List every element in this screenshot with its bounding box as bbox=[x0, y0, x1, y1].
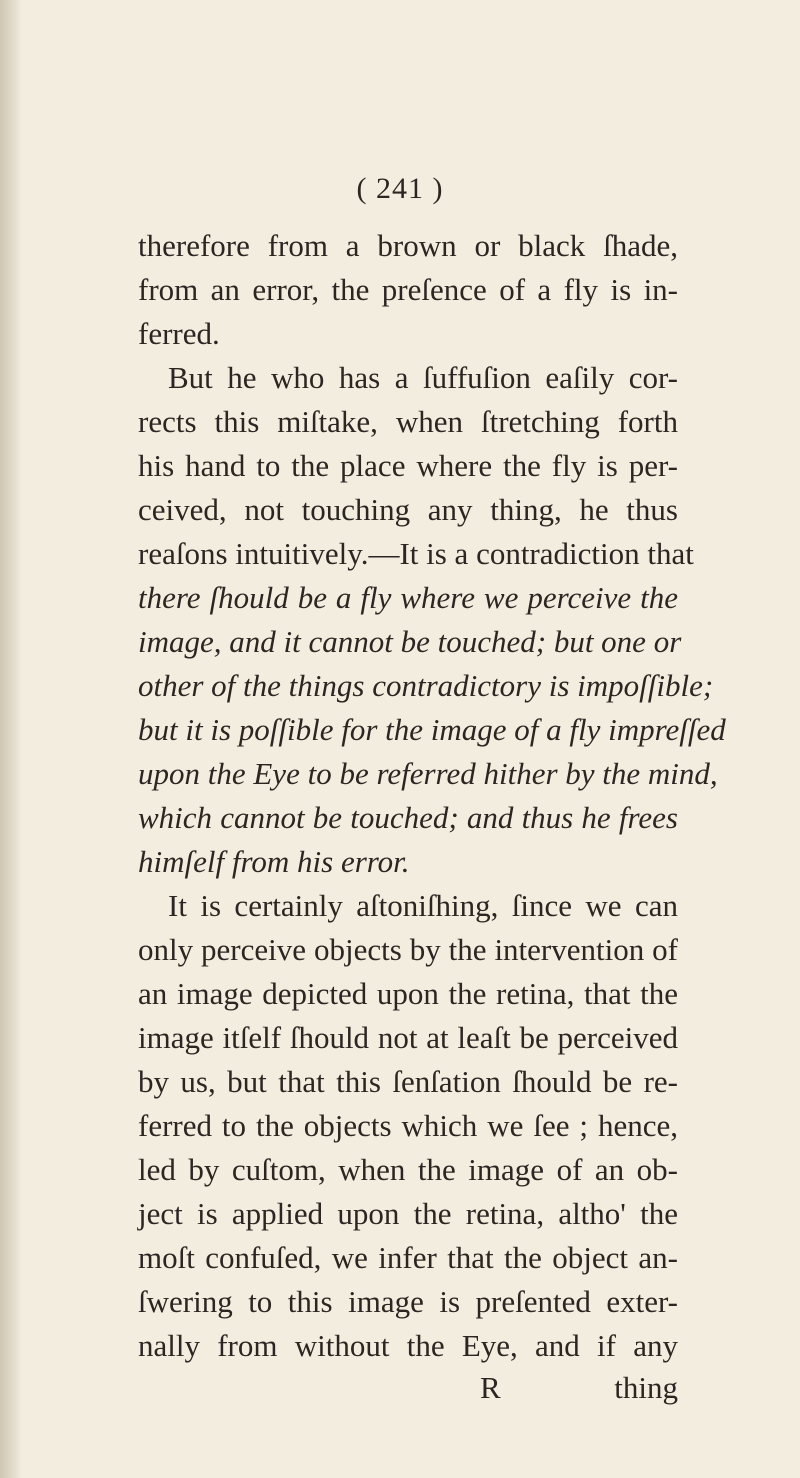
text-line: therefore from a brown or black ſhade, bbox=[138, 228, 678, 263]
page-number: ( 241 ) bbox=[356, 172, 444, 205]
text-line: It is certainly aſtoniſhing, ſince we can bbox=[168, 888, 678, 923]
text-line: rects this miſtake, when ſtretching forth bbox=[138, 404, 678, 439]
page-footer bbox=[138, 1366, 678, 1410]
text-line: moſt confuſed, we infer that the object an- bbox=[138, 1240, 678, 1275]
text-line: himſelf from his error. bbox=[138, 844, 410, 879]
text-line: But he who has a ſuffuſion eaſily cor- bbox=[168, 360, 678, 395]
text-line: ject is applied upon the retina, altho' the bbox=[138, 1196, 678, 1231]
text-line: by us, but that this ſenſation ſhould be re- bbox=[138, 1064, 678, 1099]
text-line: an image depicted upon the retina, that the bbox=[138, 976, 678, 1011]
text-line: ceived, not touching any thing, he thus bbox=[138, 492, 678, 527]
text-line: reaſons intuitively.—It is a contradiction that bbox=[138, 536, 694, 571]
catchword: thing bbox=[614, 1370, 678, 1405]
text-line: image itſelf ſhould not at leaſt be perceived bbox=[138, 1020, 678, 1055]
text-line: there ſhould be a fly where we perceive the bbox=[138, 580, 678, 615]
text-line: ferred. bbox=[138, 316, 220, 351]
text-line: from an error, the preſence of a fly is in- bbox=[138, 272, 678, 307]
text-line: image, and it cannot be touched; but one or bbox=[138, 624, 682, 659]
text-line: other of the things contradictory is impoſſible; bbox=[138, 668, 714, 703]
text-line: nally from without the Eye, and if any bbox=[138, 1328, 678, 1363]
text-line: which cannot be touched; and thus he frees bbox=[138, 800, 678, 835]
text-line: his hand to the place where the fly is per- bbox=[138, 448, 678, 483]
text-line: upon the Eye to be referred hither by the mind, bbox=[138, 756, 718, 791]
text-line: led by cuſtom, when the image of an ob- bbox=[138, 1152, 678, 1187]
text-line: ſwering to this image is preſented exter- bbox=[138, 1284, 678, 1319]
text-line: but it is poſſible for the image of a fly impreſſed bbox=[138, 712, 726, 747]
signature-mark: R bbox=[480, 1370, 501, 1405]
text-line: only perceive objects by the intervention of bbox=[138, 932, 678, 967]
text-line: ferred to the objects which we ſee ; hence, bbox=[138, 1108, 678, 1143]
